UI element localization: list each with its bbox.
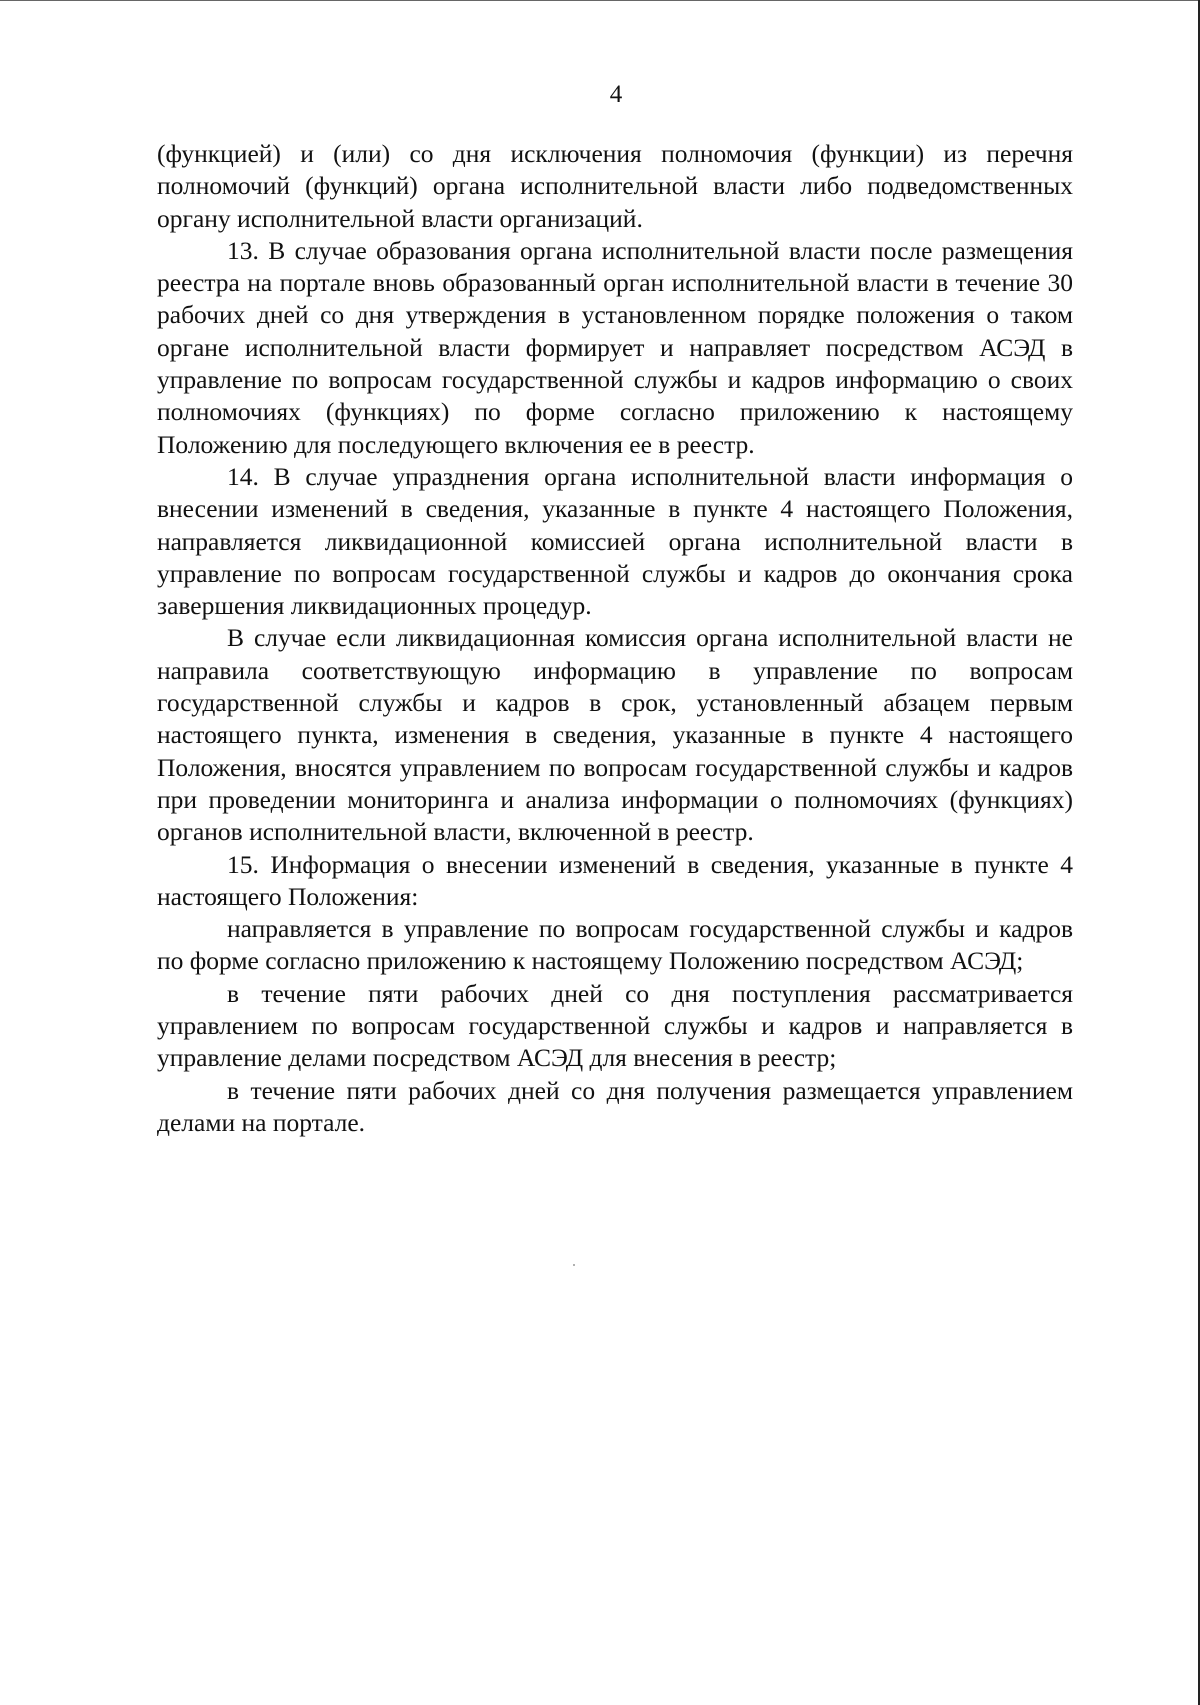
paragraph-item-13: 13. В случае образования органа исполнительной власти после размещения реестра на портале вновь образованный орган исполнительной власти в течение 30 рабочих дней со дня утверждения в установленном порядке положения о таком органе исполнительной власти формирует и направляет посредством АСЭД в управление по вопросам государственной службы и кадров информацию о своих полномочиях (функциях) по форме согласно приложению к настоящему Положению для последующего включения ее в реестр. [157, 235, 1073, 459]
page-number: 4 [609, 81, 623, 108]
scan-speck [573, 1264, 575, 1266]
scan-top-edge [0, 0, 1200, 1]
paragraph-item-15: 15. Информация о внесении изменений в сведения, указанные в пункте 4 настоящего Положения: [157, 849, 1073, 911]
paragraph-item-15-bullet-3: в течение пяти рабочих дней со дня получения размещается управлением делами на портале. [157, 1075, 1073, 1137]
paragraph-item-14: 14. В случае упразднения органа исполнительной власти информация о внесении изменений в сведения, указанные в пункте 4 настоящего Положения, направляется ликвидационной комиссией органа исполнительной власти в управление по вопросам государственной службы и кадров до окончания срока завершения ликвидационных процедур. [157, 461, 1073, 621]
paragraph-continuation: (функцией) и (или) со дня исключения полномочия (функции) из перечня полномочий (функций) органа исполнительной власти либо подведомственных органу исполнительной власти организаций. [157, 139, 1073, 233]
paragraph-item-14-second: В случае если ликвидационная комиссия органа исполнительной власти не направила соответствующую информацию в управление по вопросам государственной службы и кадров в срок, установленный абзацем первым настоящего пункта, изменения в сведения, указанные в пункте 4 настоящего Положения, вносятся управлением по вопросам государственной службы и кадров при проведении мониторинга и анализа информации о полномочиях (функциях) органов исполнительной власти, включенной в реестр. [157, 623, 1073, 847]
paragraph-item-15-bullet-1: направляется в управление по вопросам государственной службы и кадров по форме согласно приложению к настоящему Положению посредством АСЭД; [157, 914, 1073, 976]
paragraph-item-15-bullet-2: в течение пяти рабочих дней со дня поступления рассматривается управлением по вопросам государственной службы и кадров и направляется в управление делами посредством АСЭД для внесения в реестр; [157, 978, 1073, 1073]
document-body [157, 138, 1073, 1139]
